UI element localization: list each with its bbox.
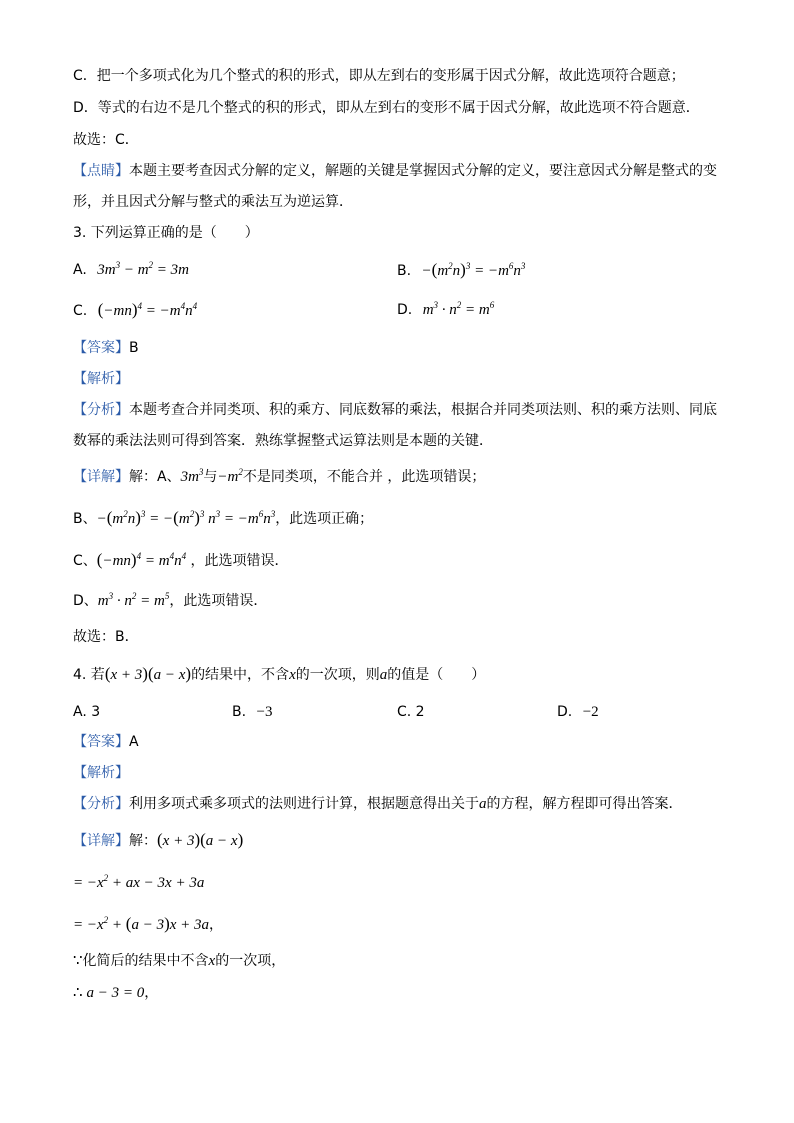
stem-text: 的一次项，则 (295, 667, 380, 683)
option-label: C. (73, 303, 88, 319)
detail-text: D、 (73, 593, 98, 609)
formula: $(-mn)^4 = -m^4n^4$ (97, 300, 198, 319)
formula: a − 3 = 0 (86, 985, 145, 1001)
detail-text: ，此选项正确； (275, 511, 374, 527)
detail-tag: 【详解】 (73, 469, 129, 485)
option-value: −3 (256, 704, 273, 720)
question-4-stem (73, 664, 485, 685)
detail-text: B、 (73, 511, 97, 527)
fenxi-tag: 【分析】 (73, 796, 129, 812)
option-label: A. (73, 262, 87, 278)
analysis-tag: 【解析】 (73, 765, 129, 781)
q3-answer (73, 338, 139, 358)
detail-text: ， (209, 917, 224, 933)
formula: x (289, 667, 296, 683)
q3-detail-c (73, 550, 289, 571)
option-value: −2 (582, 704, 599, 720)
fenxi-text: 的方程，解方程即可得出答案． (486, 796, 683, 812)
formula: $-(m^2n)^3 = -(m^2)^3$ $n^3 = -m^6n^3$ (96, 508, 276, 527)
detail-text: 的一次项， (215, 953, 286, 969)
answer-value: A (129, 734, 139, 750)
q4-step-2 (73, 873, 204, 893)
stem-text: 的结果中，不含 (191, 667, 290, 683)
formula: a (379, 667, 388, 683)
formula: $m^3 \cdot n^2 = m^6$ (422, 300, 495, 318)
answer-tag: 【答案】 (73, 734, 129, 750)
q3-option-b (397, 260, 525, 281)
formula: $-(m^2n)^3 = -m^6n^3$ (421, 260, 526, 279)
q3-fenxi (73, 400, 717, 420)
option-label: D. (557, 704, 573, 720)
detail-tag: 【详解】 (73, 833, 129, 849)
q4-step-3 (73, 914, 223, 935)
q4-option-a: A. 3 (73, 704, 101, 720)
q3-option-a (73, 260, 189, 280)
detail-text: ，此选项错误． (169, 593, 268, 609)
detail-text: 不是同类项，不能合并 ，此选项错误； (242, 469, 486, 485)
formula: x (208, 953, 216, 969)
q4-answer (73, 732, 139, 752)
q4-option-c: C. 2 (397, 704, 425, 720)
formula: $-m^2$ (217, 467, 243, 485)
formula: $m^3 \cdot n^2 = m^5$ (97, 591, 170, 609)
stem-text: 的值是（ ） (387, 667, 486, 683)
q3-detail-a (73, 467, 485, 487)
dianjing-text: 本题主要考查因式分解的定义，解题的关键是掌握因式分解的定义，要注意因式分解是整式的变 (129, 163, 717, 179)
q3-detail-d (73, 591, 267, 611)
text-line: 故选：C． (73, 132, 139, 148)
stem-text: 4. 若 (73, 667, 105, 683)
q4-because (73, 951, 285, 971)
q4-fenxi (73, 794, 683, 814)
formula: $3m^3$ (180, 467, 204, 485)
analysis-tag: 【解析】 (73, 371, 129, 387)
q4-analysis-tag (73, 763, 129, 783)
option-label: B. (397, 263, 412, 279)
detail-text: ，此选项错误． (186, 553, 289, 569)
q4-therefore (73, 983, 158, 1003)
text-line: C．把一个多项式化为几个整式的积的形式，即从左到右的变形属于因式分解，故此选项符合题意； (73, 68, 685, 84)
formula: (x + 3)(a − x) (104, 664, 192, 683)
q3-option-d (397, 300, 494, 320)
formula: = $-x^2$ + ax − 3x + 3a (73, 873, 205, 891)
option-label: B. (232, 704, 247, 720)
q4-option-b (232, 702, 272, 722)
detail-text: 与 (203, 469, 218, 485)
answer-value: B (129, 340, 139, 356)
detail-text: ， (144, 985, 159, 1001)
q3-analysis-tag (73, 369, 129, 389)
fenxi-text: 本题考查合并同类项、积的乘方、同底数幂的乘法，根据合并同类项法则、积的乘方法则、同底 (129, 402, 717, 418)
because-symbol: ∵ (73, 953, 83, 969)
detail-text: 化简后的结果中不含 (82, 953, 209, 969)
formula: $3m^3 - m^2 = 3m$ (97, 260, 190, 278)
text-line: D．等式的右边不是几个整式的积的形式，即从左到右的变形不属于因式分解，故此选项不符合题意． (73, 100, 700, 116)
detail-text: 解： (129, 833, 157, 849)
dianjing-line (73, 161, 717, 181)
text-line: 数幂的乘法法则可得到答案．熟练掌握整式运算法则是本题的关键． (73, 433, 493, 449)
formula: (x + 3)(a − x) (157, 830, 244, 849)
detail-text: C、 (73, 553, 97, 569)
q4-detail (73, 830, 243, 851)
q3-option-c (73, 300, 197, 321)
text-line: 故选：B． (73, 629, 139, 645)
option-label: D. (397, 302, 413, 318)
fenxi-text: 利用多项式乘多项式的法则进行计算，根据题意得出关于 (129, 796, 479, 812)
formula: $(-mn)^4 = m^4n^4$ (96, 550, 187, 569)
answer-tag: 【答案】 (73, 340, 129, 356)
formula: = $-x^2 + (a - 3)x + 3a$ (73, 914, 210, 933)
question-3-stem: 3. 下列运算正确的是（ ） (73, 225, 259, 241)
detail-text: 解：A、 (129, 469, 181, 485)
dianjing-tag: 【点睛】 (73, 163, 129, 179)
q4-option-d (557, 702, 599, 722)
therefore-symbol: ∴ (73, 985, 83, 1001)
text-line: 形，并且因式分解与整式的乘法互为逆运算． (73, 194, 353, 210)
fenxi-tag: 【分析】 (73, 402, 129, 418)
formula: a (479, 796, 487, 812)
q3-detail-b (73, 508, 373, 529)
